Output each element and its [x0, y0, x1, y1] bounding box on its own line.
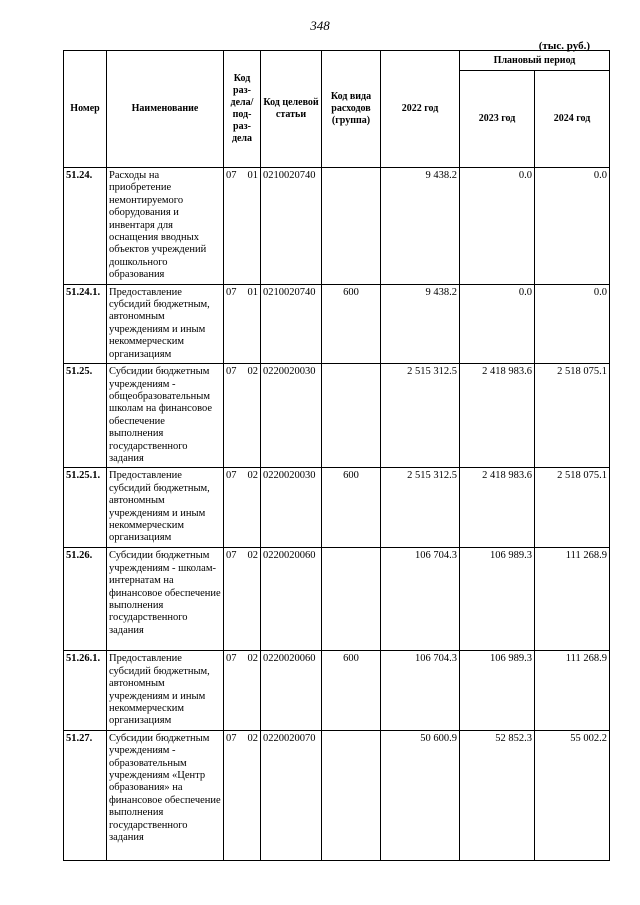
row-number: 51.25. [64, 364, 107, 468]
row-2023: 52 852.3 [460, 730, 535, 860]
header-name: Наименование [107, 51, 224, 168]
row-name: Предоставление субсидий бюджетным, автономным учреждениям и иным некоммерческим организациям [107, 284, 224, 363]
header-target: Код целевой статьи [261, 51, 322, 168]
row-section [224, 364, 261, 468]
row-2023: 106 989.3 [460, 548, 535, 651]
row-number: 51.26.1. [64, 651, 107, 730]
budget-table [63, 50, 610, 861]
row-2022: 9 438.2 [381, 284, 460, 363]
row-name: Субсидии бюджетным учреждениям - образовательным учреждениям «Центр образования» на финансовое обеспечение выполнения государственного задания [107, 730, 224, 860]
header-number: Номер [64, 51, 107, 168]
row-section [224, 468, 261, 548]
row-section [224, 168, 261, 285]
table-row [64, 168, 610, 285]
row-section [224, 730, 261, 860]
header-2023: 2023 год [460, 71, 535, 168]
row-number: 51.24.1. [64, 284, 107, 363]
row-2024: 2 518 075.1 [535, 364, 610, 468]
row-2023: 0.0 [460, 168, 535, 285]
row-podrazdel: 01 [247, 170, 258, 181]
header-section: Код раз-дела/ под-раз-дела [224, 51, 261, 168]
row-number: 51.25.1. [64, 468, 107, 548]
row-2023: 2 418 983.6 [460, 468, 535, 548]
row-name: Предоставление субсидий бюджетным, автономным учреждениям и иным некоммерческим организациям [107, 468, 224, 548]
row-2024: 0.0 [535, 284, 610, 363]
row-name: Расходы на приобретение немонтируемого оборудования и инвентаря для оснащения вводных объектов учреждений дошкольного образования [107, 168, 224, 285]
row-target: 0220020060 [261, 651, 322, 730]
table-row [64, 730, 610, 860]
row-2024: 0.0 [535, 168, 610, 285]
row-expense-type: 600 [322, 468, 381, 548]
row-razdel: 07 [226, 470, 237, 482]
row-section [224, 284, 261, 363]
row-target: 0220020060 [261, 548, 322, 651]
row-name: Субсидии бюджетным учреждениям - школам-интернатам на финансовое обеспечение выполнения государственного задания [107, 548, 224, 651]
row-2022: 9 438.2 [381, 168, 460, 285]
row-2022: 2 515 312.5 [381, 468, 460, 548]
units-label: (тыс. руб.) [538, 40, 590, 52]
row-target: 0210020740 [261, 284, 322, 363]
row-podrazdel: 02 [247, 732, 258, 744]
header-2024: 2024 год [535, 71, 610, 168]
row-2024: 111 268.9 [535, 548, 610, 651]
table-row [64, 548, 610, 651]
row-target: 0220020030 [261, 468, 322, 548]
row-expense-type: 600 [322, 284, 381, 363]
row-razdel: 07 [226, 732, 237, 744]
row-podrazdel: 02 [247, 366, 258, 378]
row-2024: 2 518 075.1 [535, 468, 610, 548]
page-number: 348 [310, 18, 330, 33]
row-name: Субсидии бюджетным учреждениям - общеобразовательным школам на финансовое обеспечение выполнения государственного задания [107, 364, 224, 468]
row-2022: 106 704.3 [381, 651, 460, 730]
row-2022: 50 600.9 [381, 730, 460, 860]
row-2023: 106 989.3 [460, 651, 535, 730]
row-name: Предоставление субсидий бюджетным, автономным учреждениям и иным некоммерческим организациям [107, 651, 224, 730]
row-expense-type: 600 [322, 651, 381, 730]
row-razdel: 07 [226, 170, 237, 181]
row-target: 0220020030 [261, 364, 322, 468]
table-row [64, 284, 610, 363]
row-expense-type [322, 168, 381, 285]
row-podrazdel: 02 [247, 470, 258, 482]
row-expense-type [322, 730, 381, 860]
row-target: 0210020740 [261, 168, 322, 285]
table-row [64, 651, 610, 730]
row-2023: 2 418 983.6 [460, 364, 535, 468]
row-podrazdel: 01 [247, 286, 258, 298]
row-number: 51.27. [64, 730, 107, 860]
row-number: 51.26. [64, 548, 107, 651]
header-2022: 2022 год [381, 51, 460, 168]
row-podrazdel: 02 [247, 653, 258, 665]
row-razdel: 07 [226, 653, 237, 665]
table-row [64, 364, 610, 468]
row-2022: 106 704.3 [381, 548, 460, 651]
row-section [224, 651, 261, 730]
row-target: 0220020070 [261, 730, 322, 860]
row-expense-type [322, 548, 381, 651]
row-razdel: 07 [226, 366, 237, 378]
row-2024: 55 002.2 [535, 730, 610, 860]
header-expense-type: Код вида расходов (группа) [322, 51, 381, 168]
table-row [64, 468, 610, 548]
row-razdel: 07 [226, 286, 237, 298]
row-section [224, 548, 261, 651]
row-2022: 2 515 312.5 [381, 364, 460, 468]
row-2024: 111 268.9 [535, 651, 610, 730]
header-planned-period: Плановый период [460, 51, 610, 71]
row-podrazdel: 02 [247, 550, 258, 562]
row-number: 51.24. [64, 168, 107, 285]
row-razdel: 07 [226, 550, 237, 562]
row-2023: 0.0 [460, 284, 535, 363]
row-expense-type [322, 364, 381, 468]
header-row [64, 51, 610, 71]
